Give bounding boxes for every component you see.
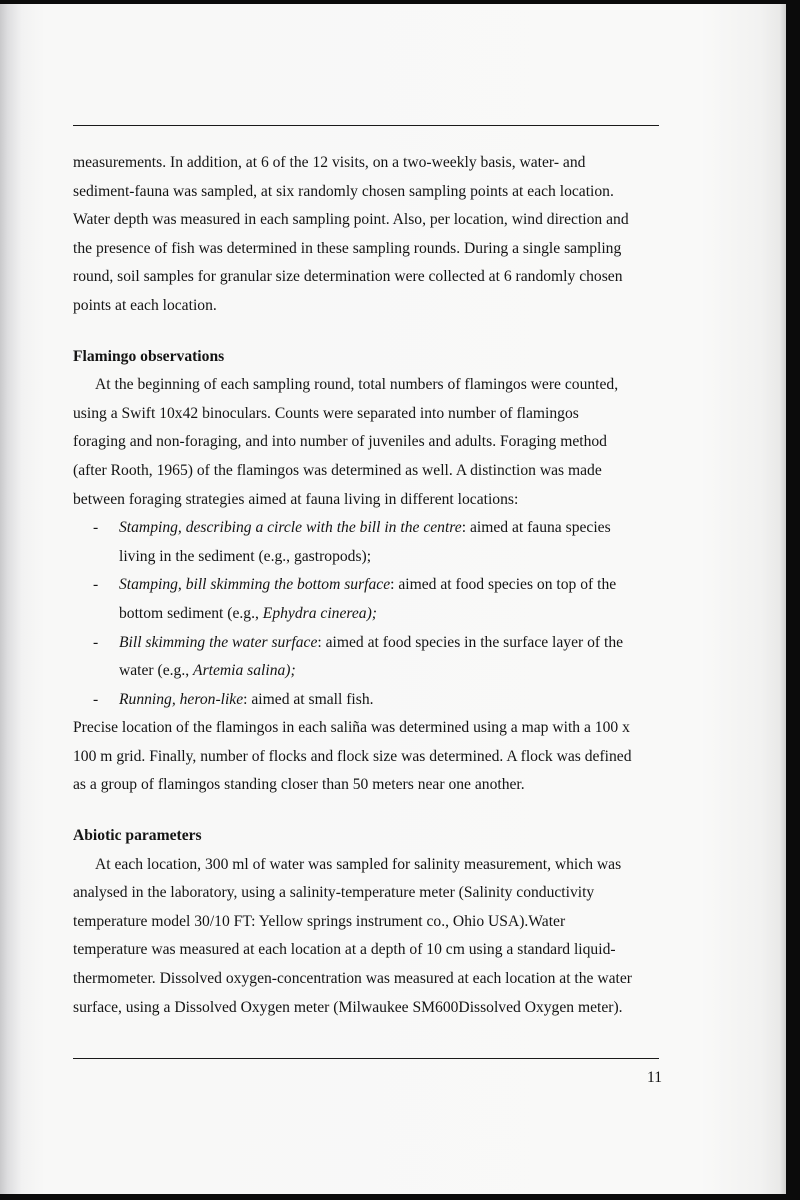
text-line: foraging and non-foraging, and into number of juveniles and adults. Foraging method bbox=[73, 433, 607, 451]
bullet-dash: - bbox=[93, 633, 99, 651]
list-item-continuation bbox=[73, 600, 673, 629]
text-line: surface, using a Dissolved Oxygen meter (Milwaukee SM600Dissolved Oxygen meter). bbox=[73, 998, 623, 1016]
bullet-dash: - bbox=[93, 690, 99, 708]
list-item-description: : aimed at small fish. bbox=[243, 690, 374, 708]
text-line: 100 m grid. Finally, number of flocks and flock size was determined. A flock was defined bbox=[73, 747, 632, 765]
text-line: sediment-fauna was sampled, at six randomly chosen sampling points at each location. bbox=[73, 182, 614, 200]
species-name: Artemia salina); bbox=[193, 662, 296, 680]
list-item-method: Running, heron-like bbox=[119, 690, 244, 708]
list-item bbox=[73, 686, 673, 715]
list-item-continuation: living in the sediment (e.g., gastropods); bbox=[119, 547, 372, 565]
list-item-description: : aimed at food species on top of the bbox=[390, 576, 617, 594]
section-heading-abiotic: Abiotic parameters bbox=[73, 827, 202, 845]
footer-rule bbox=[73, 1058, 659, 1059]
list-item-description: : aimed at food species in the surface layer of the bbox=[317, 633, 624, 651]
bullet-dash: - bbox=[93, 576, 99, 594]
text-line: (after Rooth, 1965) of the flamingos was determined as well. A distinction was made bbox=[73, 461, 602, 479]
continuation-text: water (e.g., bbox=[119, 662, 194, 680]
text-line: round, soil samples for granular size determination were collected at 6 randomly chosen bbox=[73, 268, 623, 286]
text-line: temperature model 30/10 FT: Yellow springs instrument co., Ohio USA).Water bbox=[73, 912, 566, 930]
list-item bbox=[73, 514, 673, 543]
text-line: points at each location. bbox=[73, 296, 217, 314]
list-item-method: Stamping, bill skimming the bottom surface bbox=[119, 576, 391, 594]
list-item-continuation bbox=[73, 657, 673, 686]
text-line: thermometer. Dissolved oxygen-concentration was measured at each location at the water bbox=[73, 970, 632, 988]
page-edge bbox=[780, 4, 786, 1194]
section-heading-flamingo: Flamingo observations bbox=[73, 347, 225, 365]
body-text bbox=[73, 149, 673, 1022]
text-line: At each location, 300 ml of water was sampled for salinity measurement, which was bbox=[95, 855, 622, 873]
text-line: measurements. In addition, at 6 of the 12 visits, on a two-weekly basis, water- and bbox=[73, 154, 586, 171]
header-rule bbox=[73, 125, 659, 126]
list-item bbox=[73, 629, 673, 658]
list-item-description: : aimed at fauna species bbox=[461, 519, 611, 537]
text-line: temperature was measured at each location at a depth of 10 cm using a standard liquid- bbox=[73, 941, 616, 959]
document-page bbox=[0, 4, 786, 1194]
text-line: as a group of flamingos standing closer than 50 meters near one another. bbox=[73, 776, 525, 794]
text-line: between foraging strategies aimed at fauna living in different locations: bbox=[73, 490, 519, 508]
page-number: 11 bbox=[646, 1069, 662, 1086]
continuation-text: bottom sediment (e.g., bbox=[119, 604, 263, 622]
list-item-method: Stamping, describing a circle with the bill in the centre bbox=[119, 519, 462, 537]
list-item bbox=[73, 571, 673, 600]
list-item-method: Bill skimming the water surface bbox=[119, 633, 318, 651]
text-line: Water depth was measured in each sampling point. Also, per location, wind direction and bbox=[73, 211, 629, 229]
bullet-dash: - bbox=[93, 519, 99, 537]
text-line: the presence of fish was determined in these sampling rounds. During a single sampling bbox=[73, 239, 622, 257]
text-line: At the beginning of each sampling round, total numbers of flamingos were counted, bbox=[95, 376, 619, 394]
text-line: Precise location of the flamingos in each saliña was determined using a map with a 100 x bbox=[73, 719, 630, 737]
text-line: using a Swift 10x42 binoculars. Counts were separated into number of flamingos bbox=[73, 404, 579, 422]
text-line: analysed in the laboratory, using a salinity-temperature meter (Salinity conductivity bbox=[73, 884, 595, 902]
species-name: Ephydra cinerea); bbox=[262, 604, 377, 622]
